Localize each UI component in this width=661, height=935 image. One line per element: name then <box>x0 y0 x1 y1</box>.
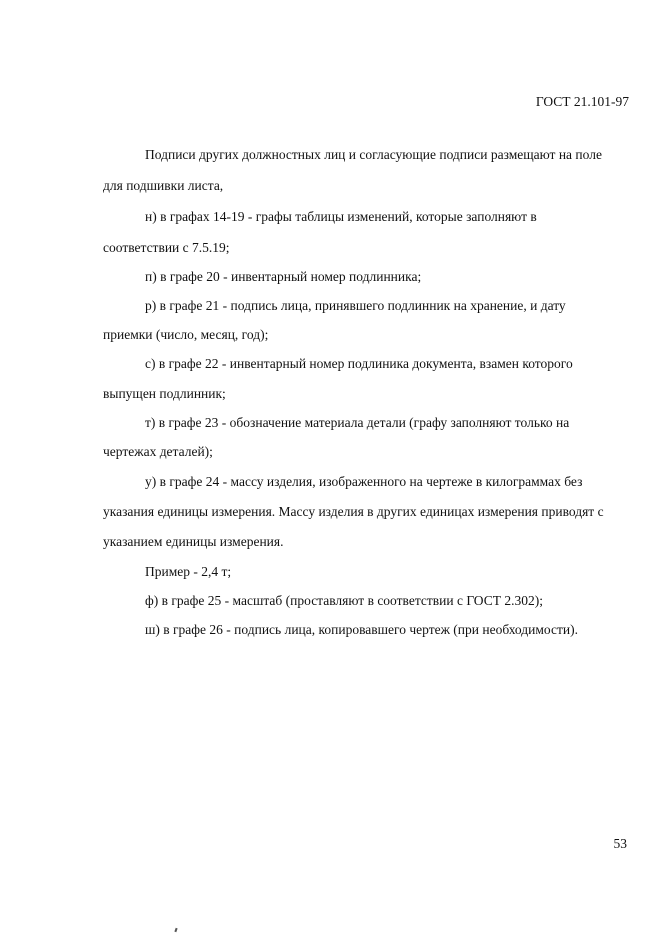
text-line: чертежах деталей); <box>103 444 213 459</box>
text-line: выпущен подлинник; <box>103 386 226 401</box>
text-line: приемки (число, месяц, год); <box>103 327 269 342</box>
text-line: р) в графе 21 - подпись лица, принявшего подлинник на хранение, и дату <box>145 298 566 313</box>
text-line: ф) в графе 25 - масштаб (проставляют в соответствии с ГОСТ 2.302); <box>145 593 543 608</box>
document-code: ГОСТ 21.101-97 <box>535 94 629 109</box>
text-line: н) в графах 14-19 - графы таблицы изменений, которые заполняют в <box>145 209 537 224</box>
page-number: 53 <box>613 836 627 851</box>
text-line: ш) в графе 26 - подпись лица, копировавшего чертеж (при необходимости). <box>145 622 579 637</box>
text-line: п) в графе 20 - инвентарный номер подлинника; <box>145 269 422 284</box>
text-line: Подписи других должностных лиц и согласующие подписи размещают на поле <box>145 147 602 162</box>
text-line: с) в графе 22 - инвентарный номер подлиника документа, взамен которого <box>145 356 573 371</box>
text-line: соответствии с 7.5.19; <box>103 240 230 255</box>
text-line: для подшивки листа, <box>103 178 224 193</box>
text-line: указанием единицы измерения. <box>103 534 284 549</box>
text-line: указания единицы измерения. Массу изделия в других единицах измерения приводят с <box>103 504 604 519</box>
example-line: Пример - 2,4 т; <box>145 564 232 579</box>
text-line: т) в графе 23 - обозначение материала детали (графу заполняют только на <box>145 415 570 430</box>
text-line: у) в графе 24 - массу изделия, изображенного на чертеже в килограммах без <box>145 474 583 489</box>
scan-speck <box>174 928 177 932</box>
